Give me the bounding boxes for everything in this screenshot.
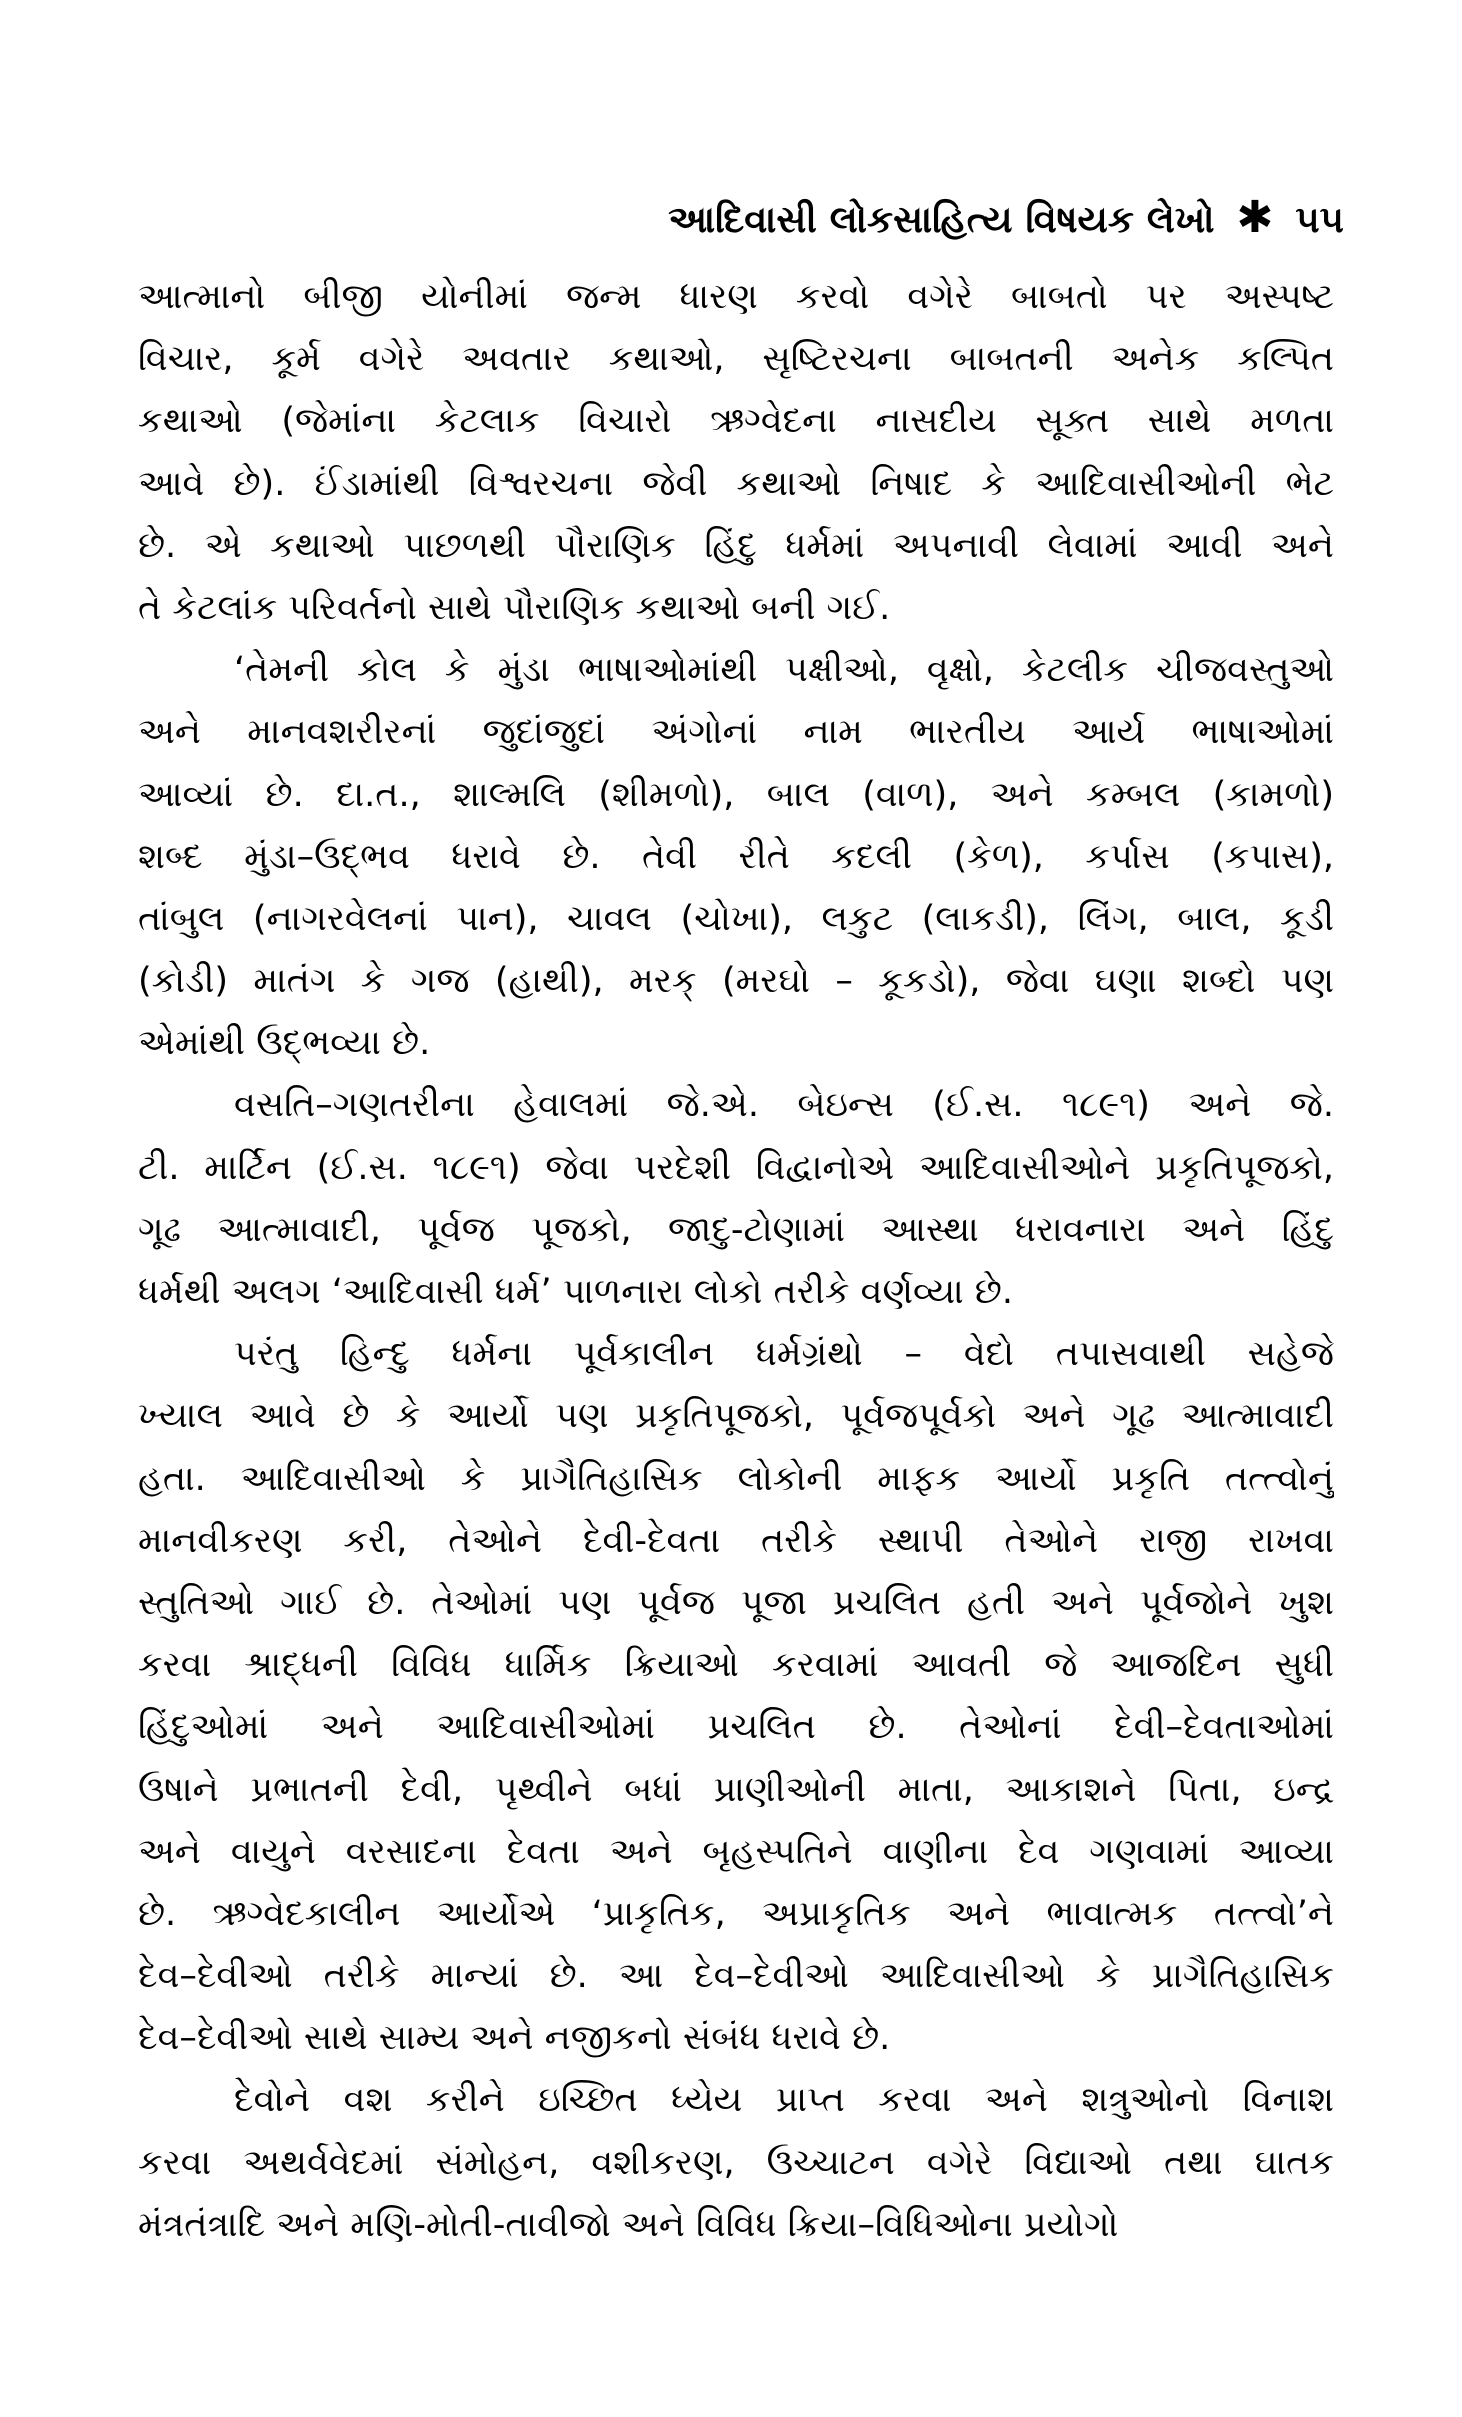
text-line: આવે છે). ઈંડામાંથી વિશ્વરચના જેવી કથાઓ નિષાદ કે આદિવાસીઓની ભેટ [138, 463, 1334, 504]
text-line: કરવા શ્રાદ્ધની વિવિધ ધાર્મિક ક્રિયાઓ કરવામાં આવતી જે આજદિન સુધી [138, 1645, 1334, 1686]
text-line: તાંબુલ (નાગરવેલનાં પાન), ચાવલ (ચોખા), લકુટ (લાકડી), લિંગ, બાલ, કૂડી [138, 898, 1334, 939]
text-line: શબ્દ મુંડા–ઉદ્ભવ ધરાવે છે. તેવી રીતે કદલી (કેળ), કર્પાસ (કપાસ), [138, 836, 1334, 877]
text-line: ધર્મથી અલગ ‘આદિવાસી ધર્મ’ પાળનારા લોકો તરીકે વર્ણવ્યા છે. [138, 1272, 1013, 1312]
text-line: ‘તેમની કોલ કે મુંડા ભાષાઓમાંથી પક્ષીઓ, વૃક્ષો, કેટલીક ચીજવસ્તુઓ [234, 650, 1334, 691]
text-line: કથાઓ (જેમાંના કેટલાક વિચારો ઋગ્વેદના નાસદીય સૂક્ત સાથે મળતા [138, 401, 1334, 442]
text-line: સ્તુતિઓ ગાઈ છે. તેઓમાં પણ પૂર્વજ પૂજા પ્રચલિત હતી અને પૂર્વજોને ખુશ [138, 1582, 1334, 1623]
asterisk-icon: ✱ [1236, 192, 1274, 243]
text-line: હતા. આદિવાસીઓ કે પ્રાગૈતિહાસિક લોકોની માફક આર્યો પ્રકૃતિ તત્ત્વોનું [138, 1458, 1334, 1499]
text-line: પરંતુ હિન્દુ ધર્મના પૂર્વકાલીન ધર્મગ્રંથો – વેદો તપાસવાથી સહેજે [234, 1334, 1334, 1375]
text-line: વિચાર, કૂર્મ વગેરે અવતાર કથાઓ, સૃષ્ટિરચના બાબતની અનેક કલ્પિત [138, 339, 1334, 380]
body-text [138, 266, 1334, 2256]
paragraph [138, 639, 1334, 1074]
text-line: મંત્રતંત્રાદિ અને મણિ-મોતી-તાવીજો અને વિવિધ ક્રિયા–વિધિઓના પ્રયોગો [138, 2204, 1119, 2245]
text-line: છે. ઋગ્વેદકાલીન આર્યોએ ‘પ્રાકૃતિક, અપ્રાકૃતિક અને ભાવાત્મક તત્ત્વો’ને [138, 1893, 1334, 1934]
text-line: વસતિ–ગણતરીના હેવાલમાં જે.એ. બેઇન્સ (ઈ.સ. ૧૮૯૧) અને જે. [234, 1085, 1334, 1126]
text-line: દેવોને વશ કરીને ઇચ્છિત ધ્યેય પ્રાપ્ત કરવા અને શત્રુઓનો વિનાશ [234, 2080, 1334, 2121]
text-line: ખ્યાલ આવે છે કે આર્યો પણ પ્રકૃતિપૂજકો, પૂર્વજપૂર્વકો અને ગૂઢ આત્માવાદી [138, 1396, 1334, 1437]
text-line: ગૂઢ આત્માવાદી, પૂર્વજ પૂજકો, જાદુ-ટોણામાં આસ્થા ધરાવનારા અને હિંદુ [138, 1209, 1334, 1250]
text-line: અને માનવશરીરનાં જુદાંજુદાં અંગોનાં નામ ભારતીય આર્ય ભાષાઓમાં [138, 712, 1334, 753]
paragraph [138, 1074, 1334, 1323]
paragraph [138, 266, 1334, 639]
text-line: તે કેટલાંક પરિવર્તનો સાથે પૌરાણિક કથાઓ બની ગઈ. [138, 587, 891, 628]
text-line: કરવા અથર્વવેદમાં સંમોહન, વશીકરણ, ઉચ્ચાટન વગેરે વિદ્યાઓ તથા ઘાતક [138, 2142, 1334, 2183]
text-line: આવ્યાં છે. દા.ત., શાલ્મલિ (શીમળો), બાલ (વાળ), અને કમ્બલ (કામળો) [138, 774, 1334, 815]
text-line: માનવીકરણ કરી, તેઓને દેવી-દેવતા તરીકે સ્થાપી તેઓને રાજી રાખવા [138, 1520, 1334, 1561]
text-line: (કોડી) માતંગ કે ગજ (હાથી), મરક્ (મરઘો – કૂકડો), જેવા ઘણા શબ્દો પણ [138, 961, 1334, 1002]
page-number: ૫૫ [1295, 198, 1344, 241]
text-line: ટી. માર્ટિન (ઈ.સ. ૧૮૯૧) જેવા પરદેશી વિદ્વાનોએ આદિવાસીઓને પ્રકૃતિપૂજકો, [138, 1147, 1334, 1188]
text-line: દેવ–દેવીઓ તરીકે માન્યાં છે. આ દેવ–દેવીઓ આદિવાસીઓ કે પ્રાગૈતિહાસિક [138, 1956, 1334, 1997]
running-header [668, 192, 1344, 243]
running-header-title: આદિવાસી લોકસાહિત્ય વિષયક લેખો [668, 198, 1215, 241]
text-line: દેવ–દેવીઓ સાથે સામ્ય અને નજીકનો સંબંધ ધરાવે છે. [138, 2018, 891, 2059]
text-line: હિંદુઓમાં અને આદિવાસીઓમાં પ્રચલિત છે. તેઓનાં દેવી–દેવતાઓમાં [138, 1707, 1334, 1748]
text-line: આત્માનો બીજી યોનીમાં જન્મ ધારણ કરવો વગેરે બાબતો પર અસ્પષ્ટ [138, 277, 1334, 317]
text-line: છે. એ કથાઓ પાછળથી પૌરાણિક હિંદુ ધર્મમાં અપનાવી લેવામાં આવી અને [138, 525, 1334, 566]
paragraph [138, 1323, 1334, 2069]
text-line: અને વાયુને વરસાદના દેવતા અને બૃહસ્પતિને વાણીના દેવ ગણવામાં આવ્યા [138, 1831, 1334, 1872]
text-line: એમાંથી ઉદ્ભવ્યા છે. [138, 1023, 431, 1064]
text-line: ઉષાને પ્રભાતની દેવી, પૃથ્વીને બધાં પ્રાણીઓની માતા, આકાશને પિતા, ઇન્દ્ર [138, 1769, 1334, 1810]
paragraph [138, 2069, 1334, 2256]
